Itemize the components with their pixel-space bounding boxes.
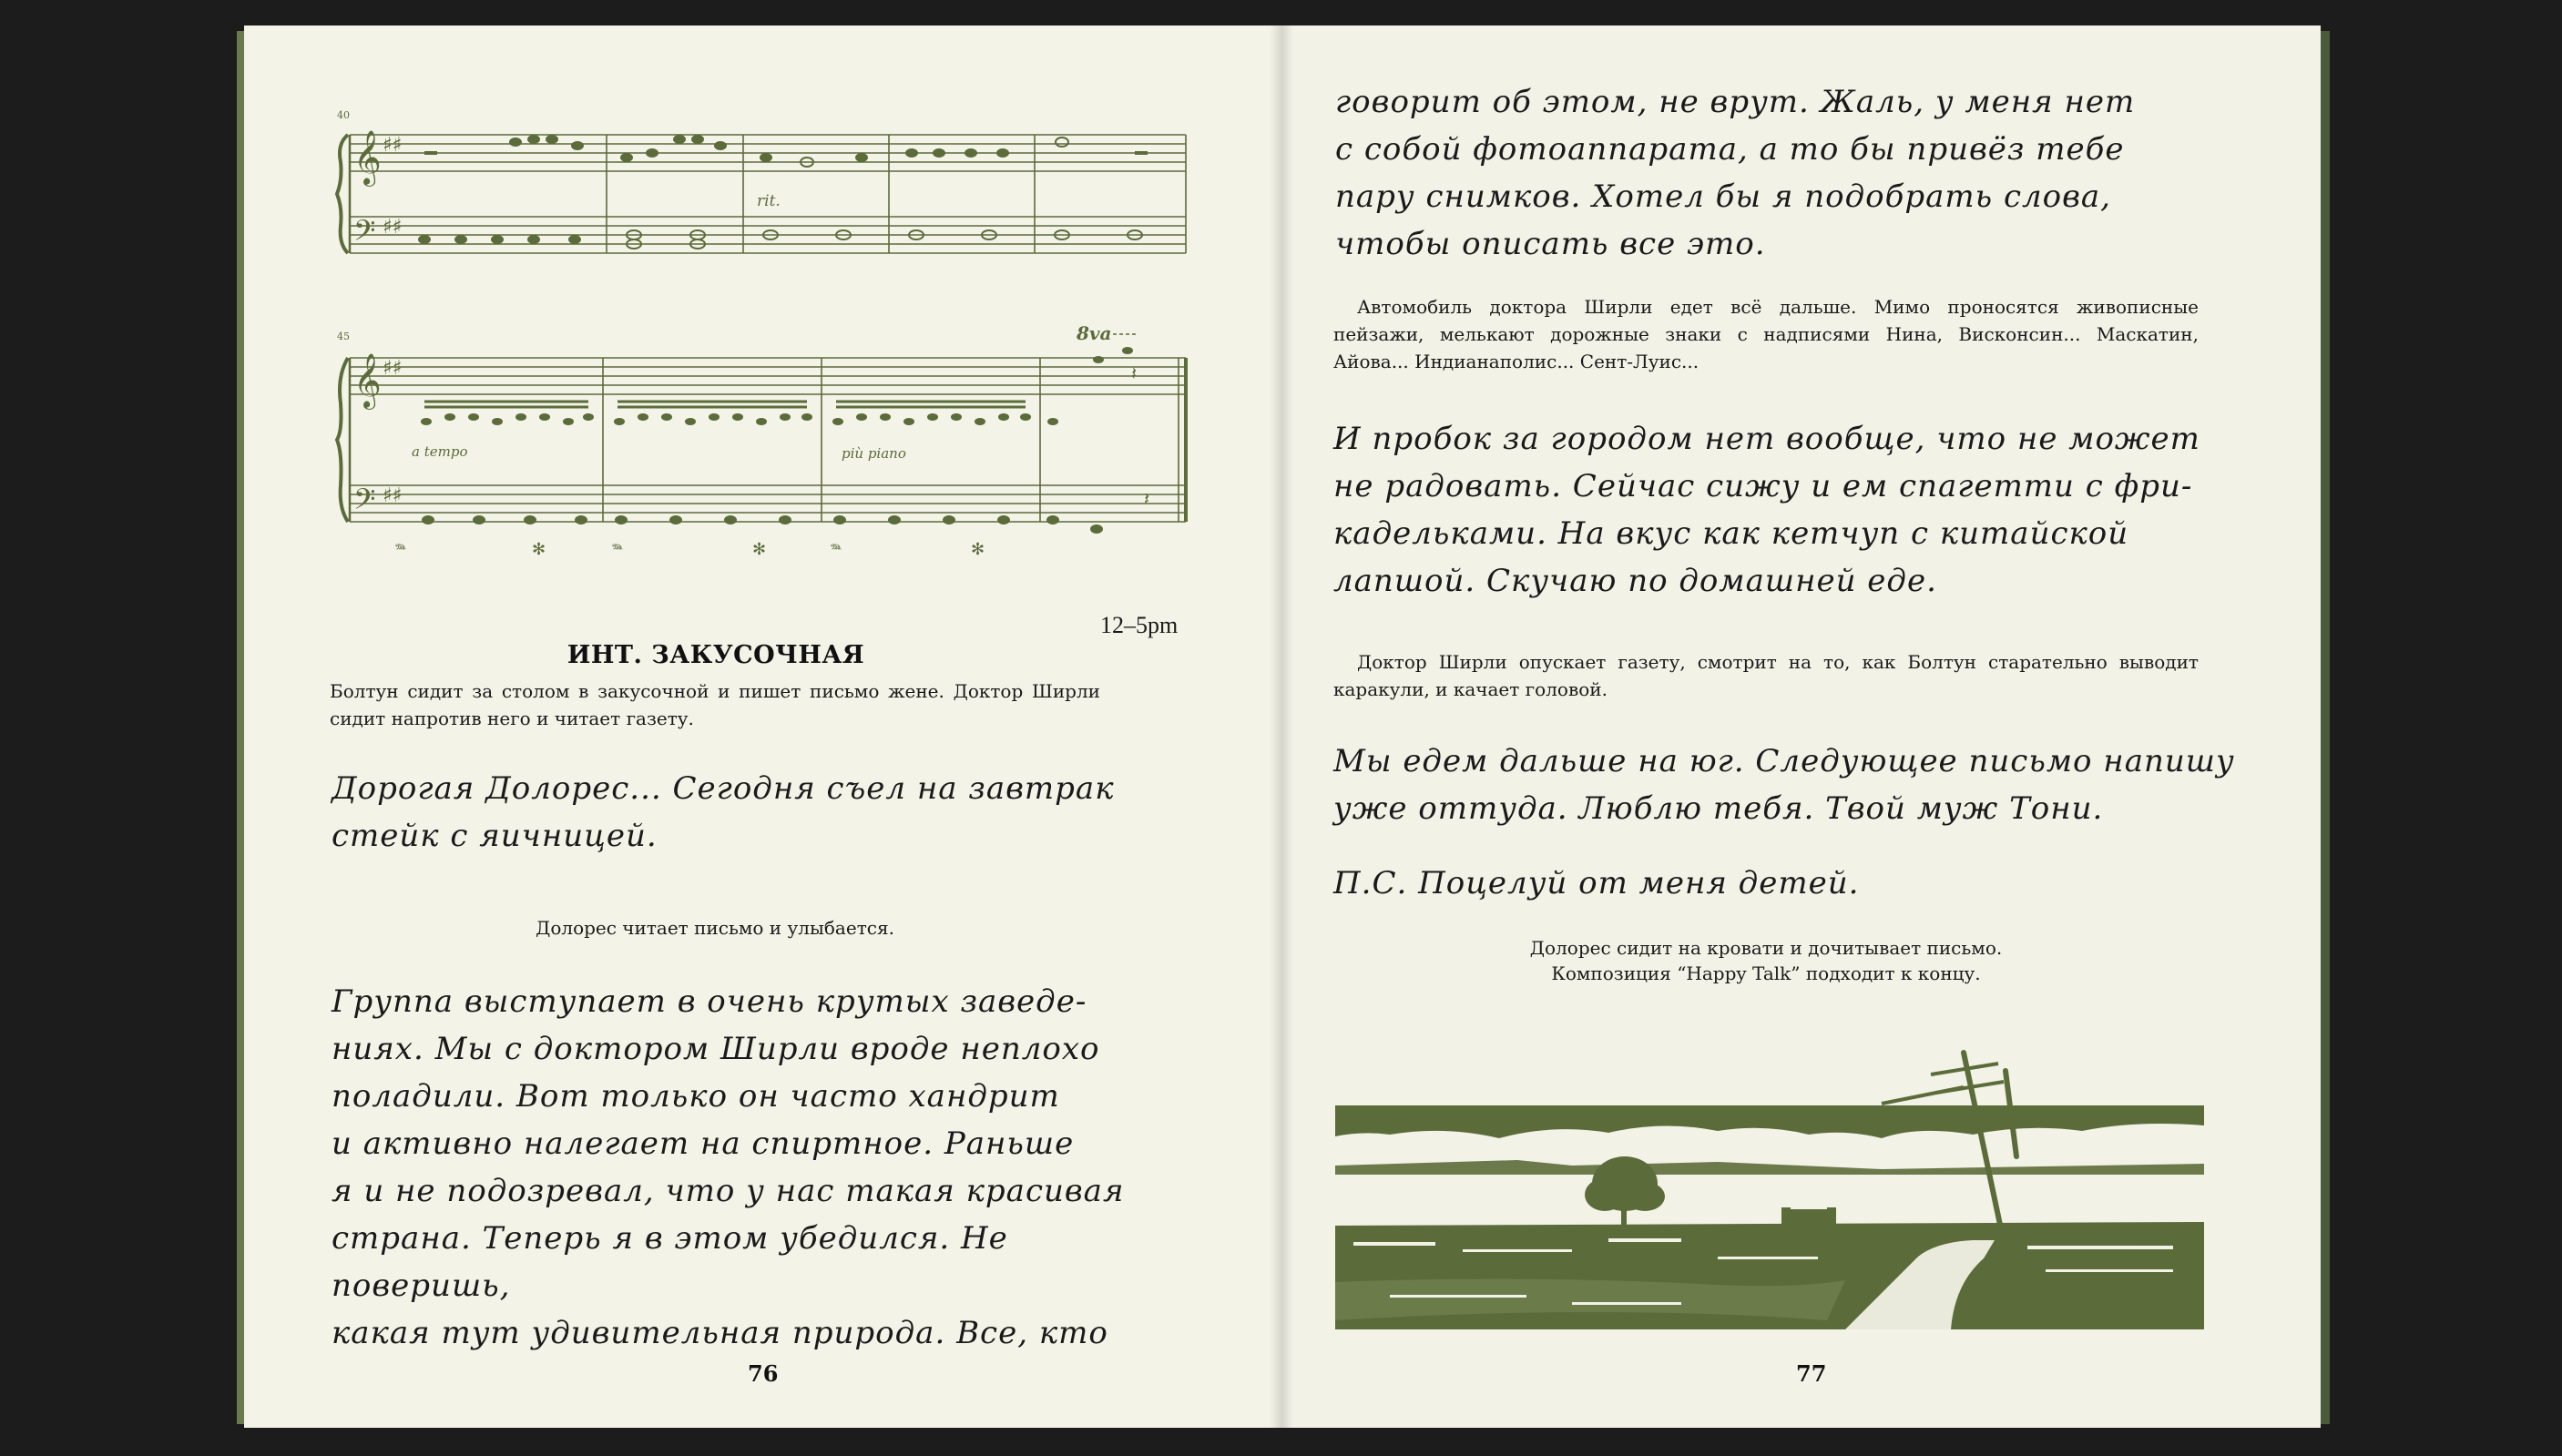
action-text-1: Болтун сидит за столом в закусочной и пишет письмо жене. Доктор Ширли сидит напротив него и читает газету. [330,680,1100,729]
letter-block-3 [1335,78,2246,268]
action-text-5-line-1: Долорес сидит на кровати и дочитывает письмо. [1529,937,2003,959]
score-staff-1 [333,107,1281,290]
svg-text:𝆮: 𝆮 [612,540,623,559]
scene-heading: ИНТ. ЗАКУСОЧНАЯ [566,641,865,669]
letter-block-4 [1333,415,2253,605]
left-page [244,25,1281,1428]
letter-line: стейк с яичницей. [332,818,658,854]
letter-line: не радовать. Сейчас сижу и ем спагетти с фри- [1333,468,2193,504]
measure-number-40: 40 [337,109,350,121]
svg-text:𝄞: 𝄞 [353,130,382,185]
letter-line: Дорогая Долорес... Сегодня съел на завтрак [332,770,1115,807]
letter-block-5 [1333,738,2253,832]
music-score-system-2 [333,303,1281,567]
svg-text:♯♯: ♯♯ [383,357,403,380]
svg-text:♯♯: ♯♯ [383,216,403,239]
svg-text:𝄞: 𝄞 [353,353,382,408]
letter-line: пару снимков. Хотел бы я подобрать слова, [1335,178,2111,215]
svg-text:✻: ✻ [971,540,985,559]
letter-line: страна. Теперь я в этом убедился. Не поверишь, [332,1220,1008,1304]
letter-line: поладили. Вот только он часто хандрит [332,1078,1060,1115]
svg-text:✻: ✻ [532,540,546,559]
book-gutter [1270,25,1293,1428]
marking-rit: rit. [757,192,781,210]
letter-line: с собой фотоаппарата, а то бы привёз тебе [1335,131,2125,168]
marking-a-tempo: a tempo [412,443,468,460]
svg-text:𝄽: 𝄽 [1131,362,1138,384]
scene-time: 12–5pm [1100,612,1179,638]
letter-line: и активно налегает на спиртное. Раньше [332,1125,1075,1162]
measure-number-45: 45 [337,331,350,342]
score-staff-2 [333,303,1281,567]
music-score-system-1 [333,107,1281,290]
svg-text:𝄢: 𝄢 [353,483,376,523]
letter-line: кадельками. На вкус как кетчуп с китайской [1333,515,2129,552]
letter-line: я и не подозревал, что у нас такая красивая [332,1173,1125,1209]
letter-postscript: П.С. Поцелуй от меня детей. [1333,865,1860,901]
svg-text:𝆮: 𝆮 [831,540,842,559]
letter-block-1 [332,765,1151,860]
page-number-right: 77 [1796,1360,1827,1387]
svg-text:𝄢: 𝄢 [353,214,376,254]
action-text-5-line-2: Композиция “Happy Talk” подходит к концу. [1551,962,1981,984]
marking-piu-piano: più piano [842,445,906,462]
letter-line: ниях. Мы с доктором Ширли вроде неплохо [332,1031,1100,1067]
action-text-2: Долорес читает письмо и улыбается. [536,917,894,939]
svg-text:♯♯: ♯♯ [383,134,403,157]
letter-line: И пробок за городом нет вообще, что не может [1333,421,2200,457]
letter-line: уже оттуда. Люблю тебя. Твой муж Тони. [1333,790,2104,827]
letter-line: говорит об этом, не врут. Жаль, у меня нет [1335,84,2136,120]
letter-line: Группа выступает в очень крутых заведе- [332,983,1087,1020]
page-number-left: 76 [748,1360,779,1387]
action-text-4: Доктор Ширли опускает газету, смотрит на то, как Болтун старательно выводит каракули, и качает головой. [1333,651,2199,700]
letter-line: Мы едем дальше на юг. Следующее письмо напишу [1333,743,2235,779]
svg-text:♯♯: ♯♯ [383,484,403,507]
marking-8va: 8va [1077,322,1112,344]
book-spread [244,25,2321,1428]
action-text-3: Автомобиль доктора Ширли едет всё дальше. Мимо проносятся живописные пейзажи, мелькают дорожные знаки с надписями Нина, Висконсин... Маскатин, Айова... Индианаполис... Сент-Луис... [1333,296,2199,372]
letter-line: лапшой. Скучаю по домашней еде. [1333,563,1937,599]
letter-line: какая тут удивительная природа. Все, кто [332,1315,1108,1351]
roadside-landscape-image [1335,1047,2204,1329]
svg-text:𝆮: 𝆮 [395,540,406,559]
landscape-illustration [1335,1047,2204,1333]
svg-text:✻: ✻ [752,540,767,559]
letter-line: чтобы описать все это. [1335,226,1766,262]
right-page [1281,25,2321,1428]
svg-text:𝄽: 𝄽 [1144,488,1150,510]
letter-block-2 [332,978,1179,1357]
